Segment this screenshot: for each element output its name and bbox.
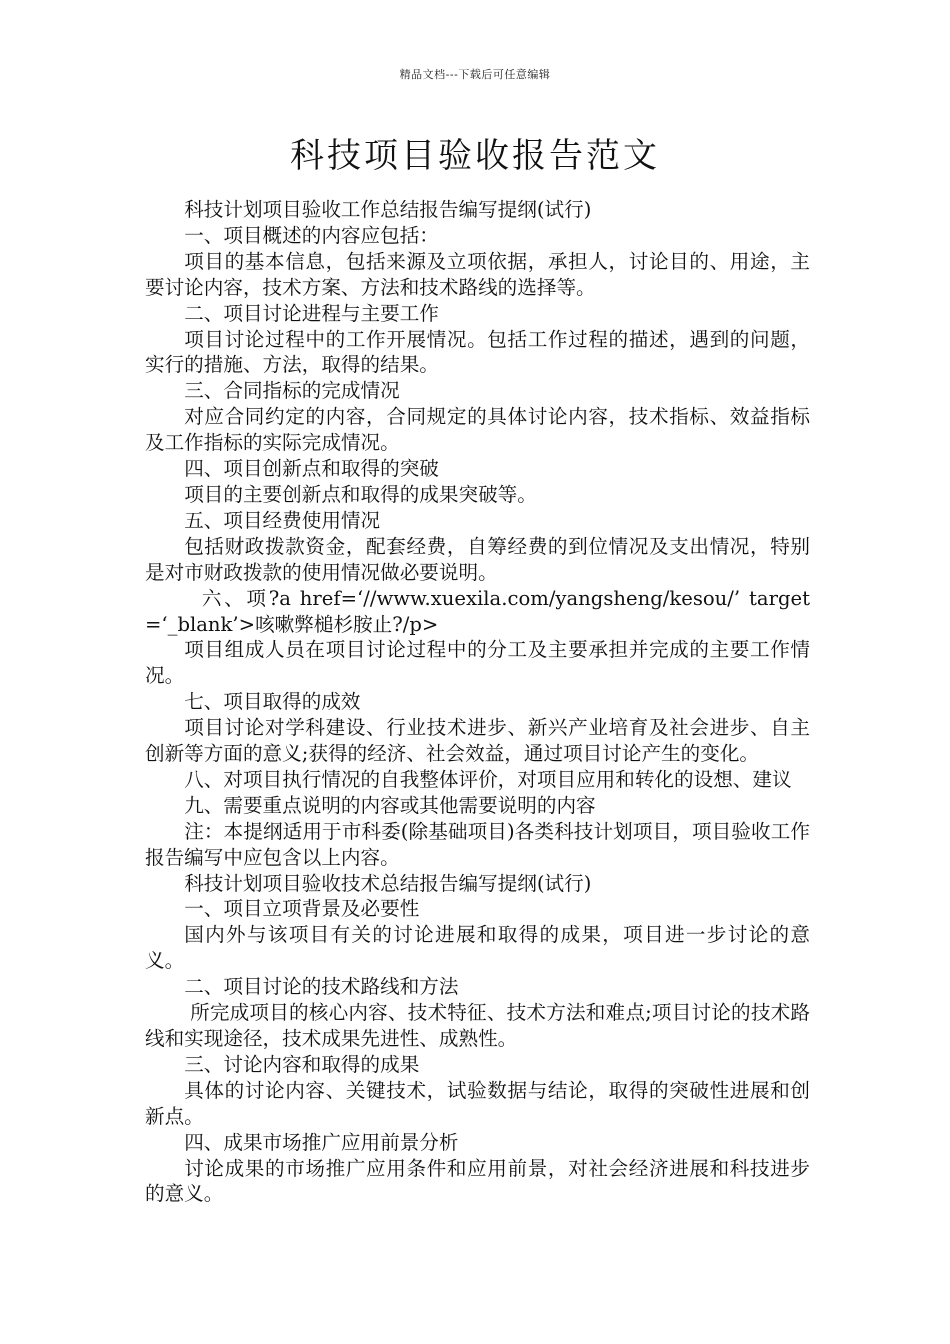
section-heading: 二、项目讨论的技术路线和方法 bbox=[184, 975, 459, 999]
paragraph: 对应合同约定的内容，合同规定的具体讨论内容，技术指标、效益指标及工作指标的实际完成情况。 bbox=[145, 405, 810, 455]
note-paragraph: 注：本提纲适用于市科委(除基础项目)各类科技计划项目，项目验收工作报告编写中应包含以上内容。 bbox=[145, 819, 810, 869]
header-note: 精品文档---下载后可任意编辑 bbox=[399, 68, 551, 81]
section-heading: 五、项目经费使用情况 bbox=[184, 508, 381, 532]
document-body bbox=[145, 197, 810, 1207]
section-heading: 四、项目创新点和取得的突破 bbox=[184, 457, 439, 481]
paragraph: 项目的主要创新点和取得的成果突破等。 bbox=[184, 482, 537, 506]
paragraph: 项目组成人员在项目讨论过程中的分工及主要承担并完成的主要工作情况。 bbox=[145, 638, 810, 688]
section-heading: 四、成果市场推广应用前景分析 bbox=[184, 1130, 459, 1154]
heading-technical-summary-outline: 科技计划项目验收技术总结报告编写提纲(试行) bbox=[184, 871, 592, 895]
paragraph: 项目讨论对学科建设、行业技术进步、新兴产业培育及社会进步、自主创新等方面的意义;获得的经济、社会效益，通过项目讨论产生的变化。 bbox=[145, 716, 810, 766]
paragraph: 具体的讨论内容、关键技术，试验数据与结论，取得的突破性进展和创新点。 bbox=[145, 1078, 810, 1128]
section-heading-garbled: 六、项?a href=‘//www.xuexila.com/yangsheng/kesou/’ target=‘_blank’>咳嗽弊槌杉胺止?/p> bbox=[145, 586, 810, 636]
heading-work-summary-outline: 科技计划项目验收工作总结报告编写提纲(试行) bbox=[184, 198, 592, 221]
paragraph: 所完成项目的核心内容、技术特征、技术方法和难点;项目讨论的技术路线和实现途径，技术成果先进性、成熟性。 bbox=[145, 1001, 810, 1050]
section-heading: 八、对项目执行情况的自我整体评价，对项目应用和转化的设想、建议 bbox=[184, 767, 792, 791]
paragraph: 包括财政拨款资金，配套经费，自筹经费的到位情况及支出情况，特别是对市财政拨款的使用情况做必要说明。 bbox=[145, 534, 810, 584]
paragraph: 国内外与该项目有关的讨论进展和取得的成果，项目进一步讨论的意义。 bbox=[145, 923, 810, 973]
section-heading: 一、项目立项背景及必要性 bbox=[184, 897, 420, 921]
section-heading: 三、合同指标的完成情况 bbox=[184, 379, 400, 403]
document-title: 科技项目验收报告范文 bbox=[290, 136, 660, 176]
section-heading: 九、需要重点说明的内容或其他需要说明的内容 bbox=[184, 793, 596, 817]
paragraph: 项目讨论过程中的工作开展情况。包括工作过程的描述，遇到的问题，实行的措施、方法，取得的结果。 bbox=[145, 327, 810, 377]
paragraph: 讨论成果的市场推广应用条件和应用前景，对社会经济进展和科技进步的意义。 bbox=[145, 1156, 810, 1206]
paragraph: 项目的基本信息，包括来源及立项依据，承担人，讨论目的、用途，主要讨论内容，技术方案、方法和技术路线的选择等。 bbox=[145, 249, 810, 299]
section-heading: 二、项目讨论进程与主要工作 bbox=[184, 301, 439, 325]
section-heading: 一、项目概述的内容应包括： bbox=[184, 223, 439, 247]
section-heading: 七、项目取得的成效 bbox=[184, 690, 361, 714]
section-heading: 三、讨论内容和取得的成果 bbox=[184, 1052, 420, 1076]
